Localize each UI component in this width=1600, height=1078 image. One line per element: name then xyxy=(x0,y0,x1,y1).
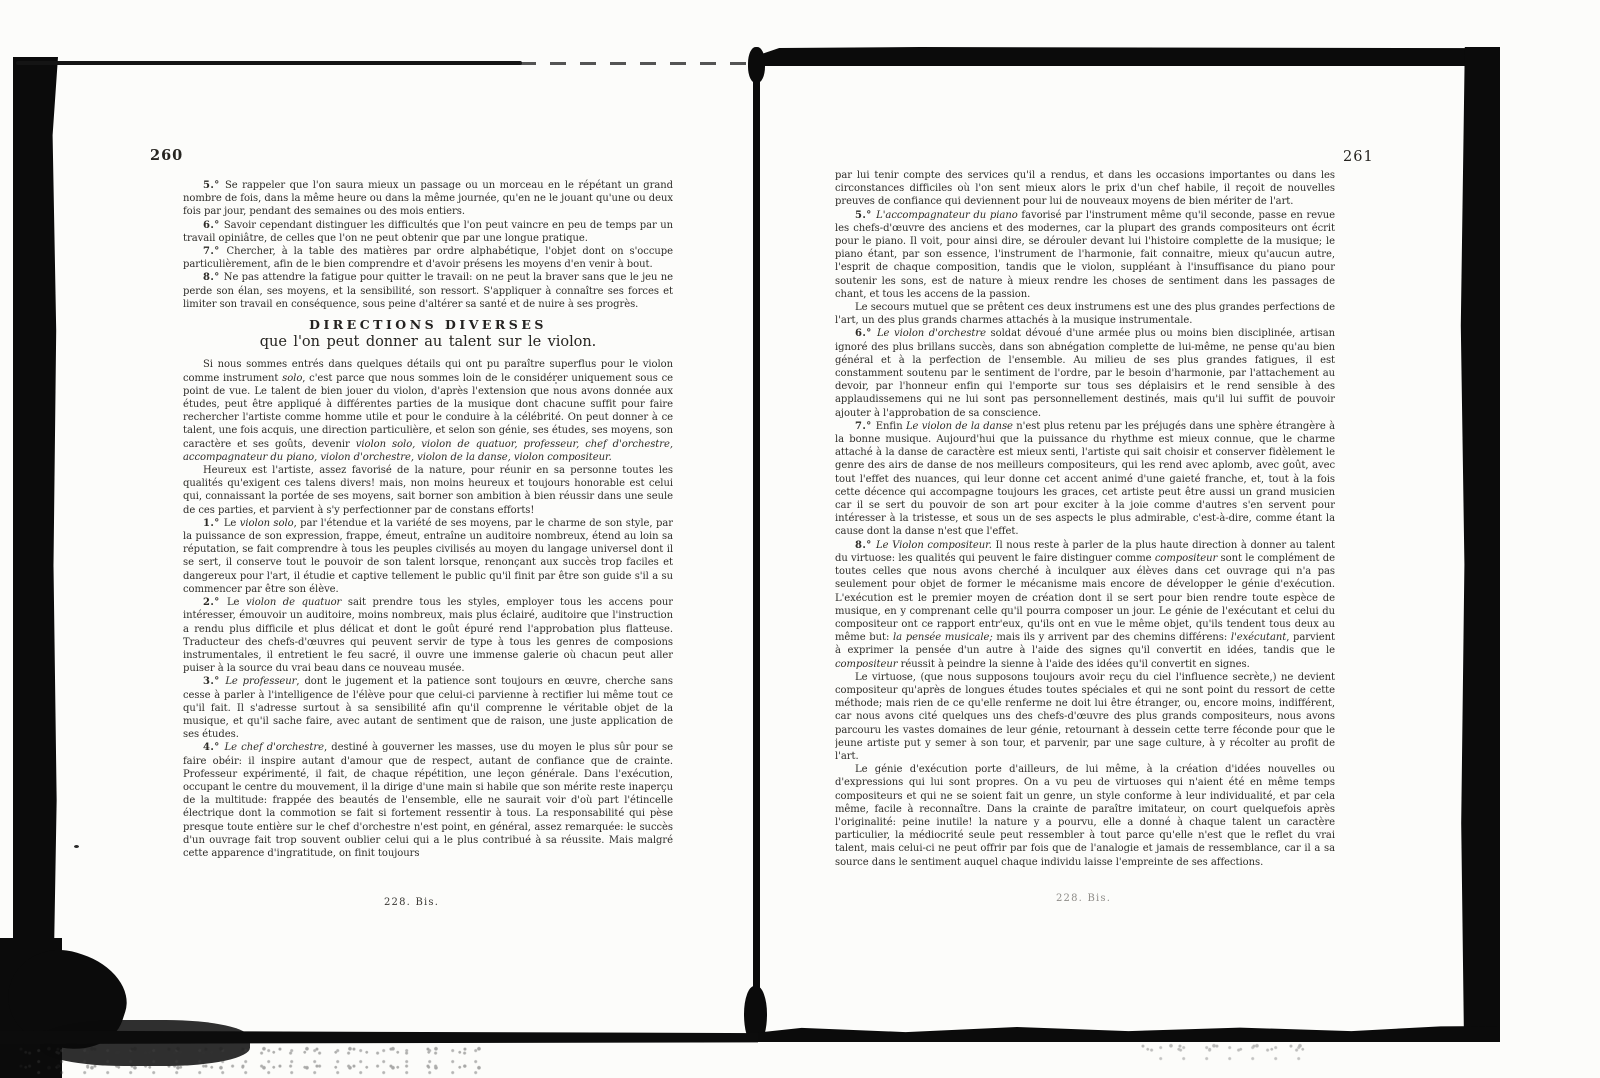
left-items-top xyxy=(183,179,673,311)
page-number-right: 261 xyxy=(1343,149,1374,165)
paragraph xyxy=(183,675,673,741)
text-run: Heureux est l'artiste, assez favorisé de la nature, pour réunir en sa personne toutes les qualités qu'exigent ces talens divers! mais, non moins heureux et toujours honorable est celui qui, connaissant la portée de ses moyens, sait borner son ambition à bien réussir dans une seule de ces parties, et parvient à s'y perfectionner par de constans efforts! xyxy=(183,465,673,516)
text-run: Chercher, à la table des matières par ordre alphabétique, l'objet dont on s'occupe particulièrement, afin de le bien comprendre et d'avoir présens les moyens d'en venir à bout. xyxy=(183,246,673,271)
text-run: Le xyxy=(226,597,246,609)
text-run: , destiné à gouverner les masses, use du moyen le plus sûr pour se faire obéir: il inspire autant d'amour que de respect, autant de confiance que de crainte. Professeur expérimenté, il fait, de chaque répétition, une leçon générale. Dans l'exécution, occupant le centre du mouvement, il la dirige d'une main si habile que son mérite reste inaperçu de la multitude: frappée des beautés de l'ensemble, elle ne saurait voir d'où part l'étincelle électrique dont la commotion se fait si fortement ressentir à tous. La responsabilité qui pèse presque toute entière sur le chef d'orchestre n'est point, en général, assez remarquée: le succès d'un ouvrage fait trop souvent oublier celui qui a le plus contribué à sa réussite. Mais malgré cette apparence d'ingratitude, on finit toujours xyxy=(183,742,673,859)
section-heading-subtitle: que l'on peut donner au talent sur le violon. xyxy=(259,334,597,351)
text-run: Le xyxy=(223,517,240,529)
paragraph xyxy=(835,539,1335,671)
text-run: Il nous reste à parler de la plus haute direction à donner au talent du virtuose: les qualités qui peuvent le faire distinguer comme xyxy=(835,539,1335,564)
text-run: Ne pas attendre la fatigue pour quitter le travail: on ne peut la braver sans que le jeu ne perde son élan, ses moyens, et la sensibilité, son ressort. S'appliquer à connaître ses forces et limiter son travail en conséquence, sous peine d'altérer sa santé et de nuire à ses progrès. xyxy=(183,272,673,310)
page-top-rule-left-dashes xyxy=(520,62,752,65)
item-number: 8.° xyxy=(203,272,224,284)
text-run: , parvient à exprimer la pensée d'un autre à l'aide des signes qu'il convertit en idées, tandis que le xyxy=(835,632,1335,657)
left-body xyxy=(183,358,673,860)
right-body xyxy=(835,169,1335,869)
text-run: Savoir cependant distinguer les difficultés que l'on peut vaincre en peu de temps par un travail opiniâtre, de celles que l'on ne peut obtenir que par une longue pratique. xyxy=(183,219,673,244)
text-run: , c'est parce que nous sommes loin de le considérer uniquement sous ce point de vue. Le talent de bien jouer du violon, d'après l'extension que nous avons donnée aux études, peut être appliqué à différentes parties de la musique dont chacune suffit pour faire rechercher l'artiste comme homme utile et pour le conduire à la célébrité. On peut donner à ce talent, une fois acquis, une direction particulière, et selon son génie, ses études, ses moyens, son caractère et ses goûts, devenir xyxy=(183,372,673,450)
text-run: Le génie d'exécution porte d'ailleurs, de lui même, à la création d'idées nouvelles ou d'expressions qui lui sont propres. On a vu peu de virtuoses qui n'aient été en même temps compositeurs et qui ne se soient fait un genre, un style conforme à leur individualité, et par cela même, facile à reconnaître. Dans la crainte de paraître imitateur, on court quelquefois après l'originalité: peine inutile! la nature y a pourvu, elle a donné à chaque talent un caractère particulier, la médiocrité seule peut ressembler à tout parce qu'elle n'est que le reflet du vrai talent, mais celui-ci ne peut offrir par fois que de l'analogie et jamais de ressemblance, car il a sa source dans le sentiment auquel chaque individu laisse l'empreinte de ses affections. xyxy=(835,764,1335,868)
text-run: violon solo xyxy=(239,517,294,529)
item-number: 6.° xyxy=(203,219,224,231)
text-run: Le chef d'orchestre xyxy=(224,742,324,754)
text-run: n'est plus retenu par les préjugés dans une sphère étrangère à la bonne musique. Aujourd'hui que la puissance du rhythme est mieux connue, que le charme attaché à la danse de caractère est mieux senti, l'artiste qui sait choisir et conserver fidèlement le genre des airs de danse de nos meilleurs compositeurs, qui les rend avec aplomb, avec goût, avec tout l'effet des nuances, qui leur donne cet accent animé d'une gaieté franche, et, tout à la fois cette décence qui accompagne toujours les graces, cet artiste peut être aussi un grand musicien car il se sert du pouvoir de son art pour exciter à la joie comme d'autres s'en servent pour intéresser à la tristesse, et sous un de ses aspects le plus admirable, c'est-à-dire, comme étant la cause dont la danse n'est que l'effet. xyxy=(835,420,1335,538)
item-number: 3.° xyxy=(203,676,226,688)
text-run: solo xyxy=(282,372,303,384)
item-number: 7.° xyxy=(203,246,227,258)
paragraph xyxy=(835,763,1335,869)
item-number: 7.° xyxy=(855,420,876,432)
text-run: , dont le jugement et la patience sont toujours en œuvre, cherche sans cesse à parler à l'intelligence de l'élève pour que celui-ci parvienne à rectifier lui même tout ce qu'il fait. Il s'adresse surtout à sa sensibilité afin qu'il comprenne le véritable objet de la musique, et qu'il sache faire, avec autant de sentiment que de raison, une juste application de ses études. xyxy=(183,676,673,741)
text-run: Le violon d'orchestre xyxy=(876,328,986,340)
paragraph xyxy=(183,596,673,675)
text-run: violon solo, violon de quatuor, professeur, chef d'orchestre, accompagnateur du piano, violon d'orchestre, violon de la danse, violon compositeur. xyxy=(183,438,673,463)
text-run: mais ils y arrivent par des chemins différens: xyxy=(992,632,1231,644)
text-run: Le violon de la danse xyxy=(905,420,1013,432)
text-run: , par l'étendue et la variété de ses moyens, par le charme de son style, par la puissance de son expression, frappe, émeut, entraîne un auditoire nombreux, étend au loin sa réputation, se fait comprendre à tous les peuples civilisés au moyen du langage universel dont il se sert, il conserve tout le pouvoir de son talent lorsque, renonçant aux succès trop faciles et dangereux pour l'art, il étudie et captive tellement le public qu'il finit par être son guide s'il a su commencer par être son élève. xyxy=(183,517,673,595)
text-run: Le Violon compositeur. xyxy=(876,539,992,551)
paragraph xyxy=(835,301,1335,327)
paragraph xyxy=(835,420,1335,539)
text-run: violon de quatuor xyxy=(246,597,342,609)
right-text-column xyxy=(835,169,1335,885)
paragraph xyxy=(183,245,673,271)
section-heading-title: DIRECTIONS DIVERSES xyxy=(309,317,547,333)
text-run: Le professeur xyxy=(225,676,297,688)
paragraph xyxy=(835,671,1335,763)
running-footer-left: 228. Bis. xyxy=(384,897,440,908)
item-number: 5.° xyxy=(855,209,877,221)
item-number: 5.° xyxy=(203,180,225,191)
text-run: favorisé par l'instrument même qu'il seconde, passe en revue les chefs-d'œuvre des anciens et des modernes, car la plupart des grands compositeurs ont écrit pour le piano. Il voit, pour ainsi dire, se dérouler devant lui l'histoire complette de la musique; le piano étant, par son essence, l'instrument de l'harmonie, fait connaitre, mieux qu'aucun autre, l'esprit de chaque composition, tandis que le violon, suppléant à l'insuffisance du piano pour soutenir les sons, est de nature à mieux rendre les choses de sentiment dans les passages de chant, et tous les accens de la passion. xyxy=(835,209,1335,300)
text-run: réussit à peindre la sienne à l'aide des idées qu'il convertit en signes. xyxy=(897,658,1250,670)
gutter-line xyxy=(753,49,760,1041)
paragraph xyxy=(835,327,1335,419)
running-footer-right: 228. Bis. xyxy=(1056,893,1112,904)
text-run: Le secours mutuel que se prêtent ces deux instrumens est une des plus grandes perfections de l'art, un des plus grands charmes attachés à la musique instrumentale. xyxy=(835,302,1335,327)
page-top-rule-left xyxy=(16,61,522,65)
text-run: l'exécutant xyxy=(1230,632,1287,644)
text-run: sait prendre tous les styles, employer tous les accens pour intéresser, émouvoir un auditoire, moins nombreux, mais plus éclairé, auditoire que l'instruction a rendu plus difficile et plus délicat et dont le goût épuré rend l'approbation plus flatteuse. Traducteur des chefs-d'œuvres qui peuvent servir de type à tous les genres de composions instrumentales, il entretient le feu sacré, il ouvre une immense galerie où chacun peut aller puiser à la source du vrai beau dans ce nouveau musée. xyxy=(183,597,673,675)
paragraph xyxy=(183,179,673,219)
paragraph xyxy=(183,517,673,596)
speckle-bottom-right xyxy=(1140,1041,1320,1061)
text-run: L'accompagnateur du piano xyxy=(876,209,1018,221)
item-number: 6.° xyxy=(855,328,877,340)
page-number-left: 260 xyxy=(150,147,184,164)
paragraph xyxy=(183,219,673,245)
paragraph xyxy=(183,271,673,311)
paragraph xyxy=(183,358,673,464)
paragraph xyxy=(183,741,673,860)
page-top-bar-right xyxy=(757,47,1498,66)
binding-edge-left xyxy=(13,57,58,1035)
left-text-column xyxy=(183,179,673,885)
item-number: 1.° xyxy=(203,517,224,529)
text-run: sont le complément de toutes celles que nous avons cherché à inculquer aux élèves dans cet ouvrage qui n'a pas seulement pour objet de former le mécanisme mais encore de développer le génie d'exécution. L'exécution est le premier moyen de création dont il se sert pour bien rendre toute espèce de musique, en y comprenant celle qu'il pourra composer un jour. Le génie de l'exécutant et celui du compositeur ont ce rapport entr'eux, qu'ils ont en vue le même objet, qu'ils tendent tous deux au même but: xyxy=(835,552,1335,644)
item-number: 4.° xyxy=(203,742,225,754)
text-run: la pensée musicale; xyxy=(892,632,993,644)
text-run: Le virtuose, (que nous supposons toujours avoir reçu du ciel l'influence secrète,) ne devient compositeur qu'après de longues études toutes spéciales et qui ne sont point du ressort de cette méthode; mais rien de ce qu'elle renferme ne doit lui être étranger, ou, encore moins, indifférent, car nous avons cité quelques uns des chefs-d'œuvre des plus grands compositeurs, nous avons parcouru les vastes domaines de leur génie, retournant à dessein cette terre féconde pour que le jeune artiste put y semer à son tour, et parvenir, par une sage culture, à y récolter au profit de l'art. xyxy=(835,671,1335,762)
text-run: Se rappeler que l'on saura mieux un passage ou un morceau en le répétant un grand nombre de fois, dans la même heure ou dans la même journée, qu'en ne le jouant qu'une ou deux fois par jour, pendant des semaines ou des mois entiers. xyxy=(183,180,673,218)
text-run: compositeur xyxy=(1154,552,1218,564)
binding-edge-right xyxy=(1460,47,1500,1042)
text-run: soldat dévoué d'une armée plus ou moins bien disciplinée, artisan ignoré des plus brillans succès, dans son abnégation complette de lui-même, ne pense qu'au bien général et à la perfection de l'ensemble. Au milieu de ses plus grandes fatigues, il est constamment soutenu par le sentiment de l'ordre, par le besoin d'harmonie, par l'attachement au devoir, par l'honneur enfin qui l'emporte sur tous ses déplaisirs et le rend sensible à des applaudissemens qui ne lui sont pas personnellement destinés, mais qu'il lui suffit de pouvoir ajouter à l'approbation de sa conscience. xyxy=(835,328,1335,419)
text-run: Enfin xyxy=(875,420,906,432)
section-heading xyxy=(183,318,673,349)
text-run: Si nous sommes entrés dans quelques détails qui ont pu paraître superflus pour le violon comme instrument xyxy=(183,359,673,384)
ink-speck xyxy=(74,845,79,848)
speckle-bottom-left xyxy=(18,1044,488,1076)
text-run: compositeur xyxy=(835,658,898,670)
paragraph xyxy=(183,464,673,517)
item-number: 2.° xyxy=(203,597,227,609)
paragraph xyxy=(835,209,1335,301)
page-bottom-bar-left xyxy=(0,1030,758,1044)
paragraph xyxy=(835,169,1335,209)
item-number: 8.° xyxy=(855,539,877,551)
text-run: par lui tenir compte des services qu'il a rendus, et dans les occasions importantes ou dans les circonstances difficiles où l'on sent mieux alors le prix d'un chef habile, il reçoit de nouvelles preuves de confiance qui deviennent pour lui de nouveaux moyens de bien mériter de l'art. xyxy=(835,170,1335,208)
page-bottom-bar-right xyxy=(757,1026,1500,1042)
